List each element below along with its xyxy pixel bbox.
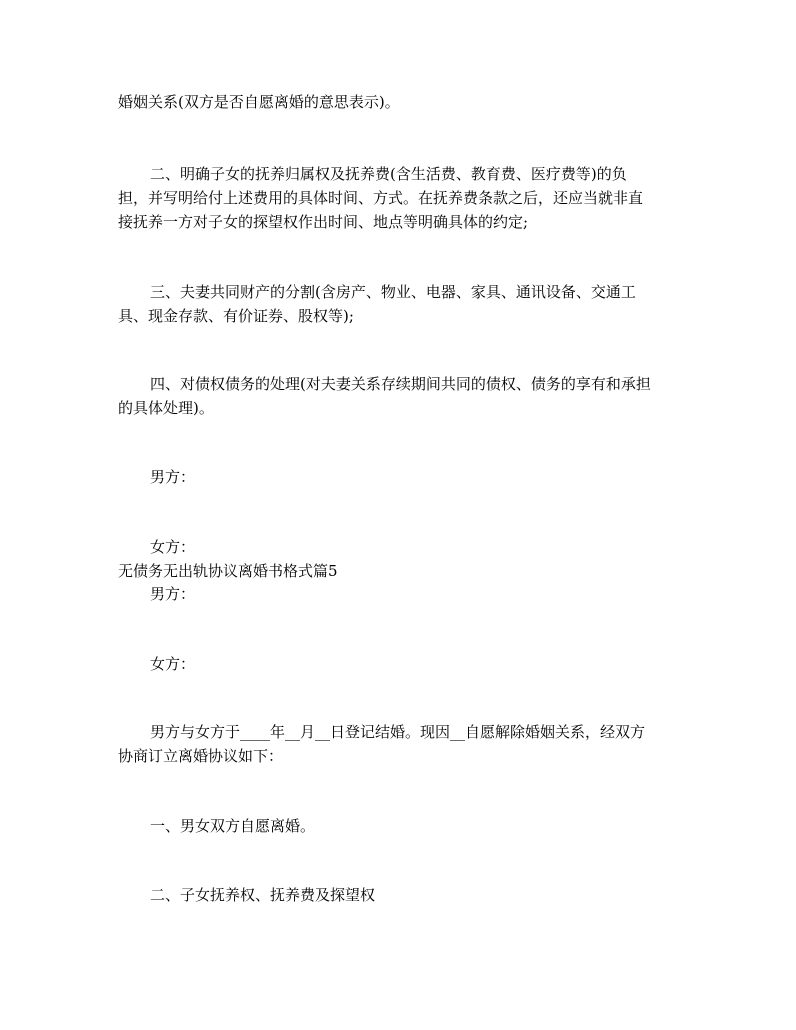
male-party-label: 男方：: [150, 585, 196, 603]
section-heading: 无债务无出轨协议离婚书格式篇5: [118, 562, 338, 580]
female-party-label: 女方：: [150, 538, 196, 556]
male-party-label: 男方：: [150, 468, 196, 486]
paragraph-line: 协商订立离婚协议如下：: [118, 747, 284, 765]
paragraph-line: 三、夫妻共同财产的分割(含房产、物业、电器、家具、通讯设备、交通工: [150, 283, 636, 301]
paragraph-line: 四、对债权债务的处理(对夫妻关系存续期间共同的债权、债务的享有和承担: [150, 375, 651, 393]
paragraph-line: 具、现金存款、有价证券、股权等);: [118, 307, 354, 325]
agreement-item-2: 二、子女抚养权、抚养费及探望权: [150, 886, 376, 904]
paragraph-child-custody: [118, 162, 678, 234]
paragraph-property-division: [118, 280, 678, 328]
agreement-item-1: 一、男女双方自愿离婚。: [150, 817, 316, 835]
paragraph-line: 担，并写明给付上述费用的具体时间、方式。在抚养费条款之后，还应当就非直: [118, 189, 644, 207]
paragraph-debt-handling: [118, 372, 678, 420]
female-party-label: 女方：: [150, 655, 196, 673]
paragraph-marriage-intent: 婚姻关系(双方是否自愿离婚的意思表示)。: [118, 93, 400, 111]
paragraph-line: 接抚养一方对子女的探望权作出时间、地点等明确具体的约定;: [118, 213, 529, 231]
paragraph-marriage-registration: [118, 720, 678, 768]
paragraph-line: 二、明确子女的抚养归属权及抚养费(含生活费、教育费、医疗费等)的负: [150, 165, 627, 183]
paragraph-line: 男方与女方于____年__月__日登记结婚。现因__自愿解除婚姻关系，经双方: [150, 723, 646, 741]
paragraph-line: 的具体处理)。: [118, 399, 214, 417]
